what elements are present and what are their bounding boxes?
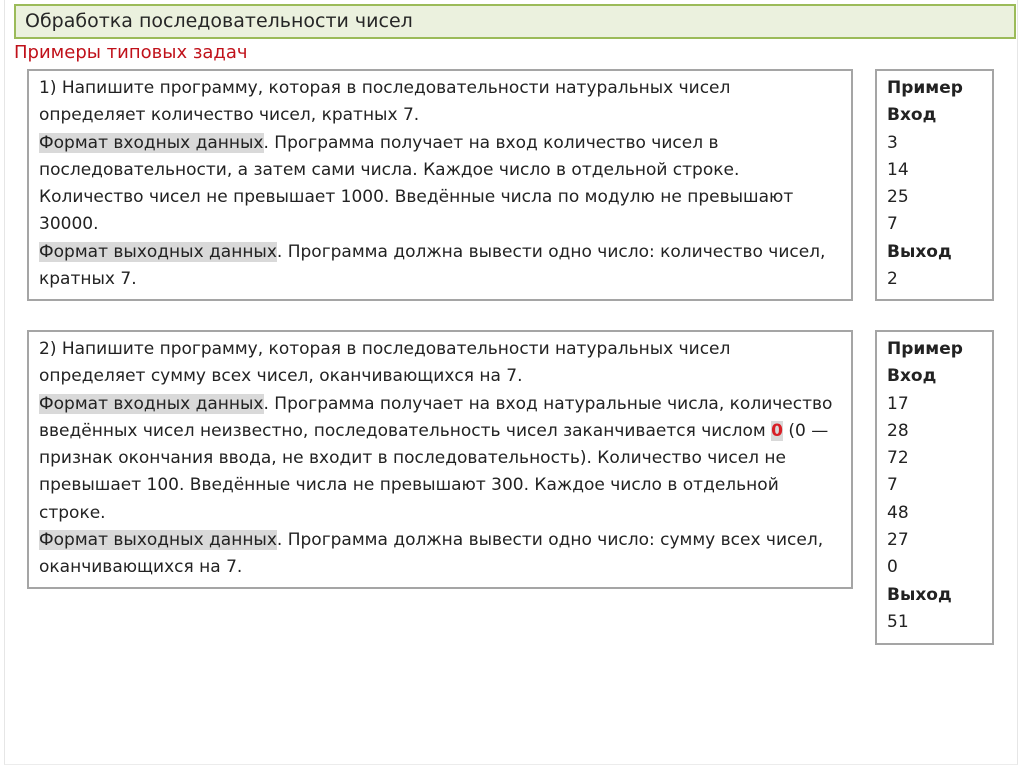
example-1-input-value: 7 bbox=[887, 214, 898, 235]
example-1-title: Пример bbox=[887, 78, 963, 98]
section-subtitle: Примеры типовых задач bbox=[14, 42, 248, 63]
example-2-input-value: 7 bbox=[887, 475, 898, 496]
example-1-card bbox=[875, 69, 994, 301]
example-2-input-value: 0 bbox=[887, 557, 898, 578]
example-2-input-label: Вход bbox=[887, 366, 937, 387]
example-2-input-value: 28 bbox=[887, 420, 909, 441]
example-2-output-label: Выход bbox=[887, 584, 952, 605]
task-2-terminator-value: 0 bbox=[771, 420, 783, 441]
task-1-output-format-text: . Программа должна вывести одно число: количество чисел, кратных 7. bbox=[39, 241, 826, 290]
example-1-input-value: 25 bbox=[887, 187, 909, 208]
task-2-output-format-text: . Программа должна вывести одно число: сумму всех чисел, оканчивающихся на 7. bbox=[39, 530, 824, 578]
task-1-input-format-text: . Программа получает на вход количество чисел в последовательности, а затем сами числа. Каждое число в отдельной строке. Количество чисел не превышает 1000. Введённые числа по модулю не превышают 30000. bbox=[39, 132, 794, 235]
example-2-input-value: 48 bbox=[887, 502, 909, 523]
example-2-input-value: 72 bbox=[887, 448, 909, 469]
example-1-output-value: 2 bbox=[887, 269, 898, 290]
example-2-input-value: 27 bbox=[887, 530, 909, 551]
task-2-input-format-label: Формат входных данных bbox=[39, 393, 264, 414]
example-2-card bbox=[875, 330, 994, 645]
page-title: Обработка последовательности чисел bbox=[25, 10, 413, 32]
task-1-text bbox=[39, 75, 841, 293]
example-1-input-value: 14 bbox=[887, 159, 909, 180]
task-2-card bbox=[27, 330, 853, 589]
task-2-input-format-text-b: (0 — признак окончания ввода, не входит в последовательность). Количество чисел не превышает 100. Введённые числа не превышают 300. Каждое число в отдельной строке. bbox=[39, 420, 829, 523]
task-2-output-format-label: Формат выходных данных bbox=[39, 530, 277, 551]
example-2-title: Пример bbox=[887, 339, 963, 359]
example-1-output-label: Выход bbox=[887, 241, 952, 262]
task-2-text bbox=[39, 336, 841, 582]
example-1-input-value: 3 bbox=[887, 132, 898, 153]
task-1-card bbox=[27, 69, 853, 301]
task-2-intro: 2) Напишите программу, которая в последовательности натуральных чисел определяет сумму всех чисел, оканчивающихся на 7. bbox=[39, 339, 731, 387]
header-bar bbox=[14, 4, 1016, 39]
task-1-intro: 1) Напишите программу, которая в последовательности натуральных чисел определяет количество чисел, кратных 7. bbox=[39, 78, 731, 126]
task-1-output-format-label: Формат выходных данных bbox=[39, 241, 277, 262]
task-2-input-format-text-a: . Программа получает на вход натуральные числа, количество введённых чисел неизвестно, последовательность чисел заканчивается числом bbox=[39, 393, 833, 441]
example-2-output-value: 51 bbox=[887, 611, 909, 632]
example-2-input-value: 17 bbox=[887, 393, 909, 414]
example-1-input-label: Вход bbox=[887, 105, 937, 126]
task-1-input-format-label: Формат входных данных bbox=[39, 132, 264, 153]
